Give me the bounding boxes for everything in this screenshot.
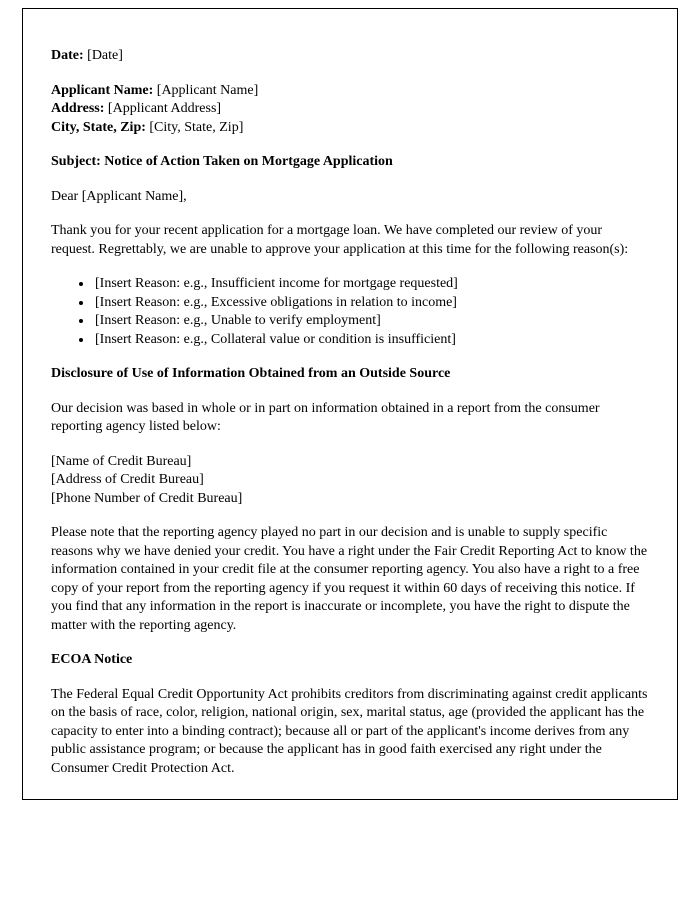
applicant-name-line [51, 82, 649, 101]
credit-bureau-block [51, 453, 649, 509]
subject-line: Subject: Notice of Action Taken on Mortgage Application [51, 154, 393, 169]
city-state-zip-label: City, State, Zip: [51, 119, 146, 135]
ecoa-paragraph: The Federal Equal Credit Opportunity Act prohibits creditors from discriminating against credit applicants on the basis of race, color, religion, national origin, sex, marital status, age (provided the applicant has the capacity to enter into a binding contract); because all or part of the applicant's income derives from any public assistance program; or because the applicant has in good faith exercised any right under the Consumer Credit Protection Act. [51, 686, 648, 776]
salutation: Dear [Applicant Name], [51, 188, 187, 204]
address-value: [Applicant Address] [107, 101, 222, 116]
date-line [51, 47, 649, 66]
intro-paragraph: Thank you for your recent application for a mortgage loan. We have completed our review of your request. Regrettably, we are unable to approve your application at this time for the following reason(s): [51, 223, 629, 257]
address-line [51, 100, 649, 119]
disclosure-heading: Disclosure of Use of Information Obtained from an Outside Source [51, 366, 451, 381]
credit-bureau-phone-line: [Phone Number of Credit Bureau] [51, 490, 243, 506]
date-label: Date: [51, 48, 84, 63]
credit-bureau-name-line: [Name of Credit Bureau] [51, 453, 192, 469]
reason-item: • [Insert Reason: e.g., Insufficient income for mortgage requested] [93, 275, 649, 294]
ecoa-heading: ECOA Notice [51, 652, 133, 667]
date-value: [Date] [87, 48, 123, 63]
city-state-zip-line [51, 119, 649, 138]
letter-page [22, 8, 678, 800]
applicant-name-value: [Applicant Name] [156, 82, 259, 98]
reason-item: • [Insert Reason: e.g., Excessive obligations in relation to income] [93, 294, 649, 313]
applicant-block [51, 82, 649, 138]
credit-bureau-address-line: [Address of Credit Bureau] [51, 472, 204, 487]
letter-content [23, 9, 677, 800]
reason-item: • [Insert Reason: e.g., Collateral value or condition is insufficient] [93, 331, 649, 350]
reason-item: • [Insert Reason: e.g., Unable to verify employment] [93, 312, 649, 331]
applicant-name-label: Applicant Name: [51, 82, 154, 98]
address-label: Address: [51, 101, 105, 116]
disclosure-paragraph: Our decision was based in whole or in part on information obtained in a report from the consumer reporting agency listed below: [51, 400, 600, 434]
city-state-zip-value: [City, State, Zip] [149, 119, 244, 135]
reason-list [51, 275, 649, 349]
fcra-paragraph: Please note that the reporting agency played no part in our decision and is unable to supply specific reasons why we have denied your credit. You have a right under the Fair Credit Reporting Act to know the information contained in your credit file at the consumer reporting agency. You also have a right to a free copy of your report from the reporting agency if you request it within 60 days of receiving this notice. If you find that any information in the report is inaccurate or incomplete, you have the right to dispute the matter with the reporting agency. [51, 525, 648, 633]
